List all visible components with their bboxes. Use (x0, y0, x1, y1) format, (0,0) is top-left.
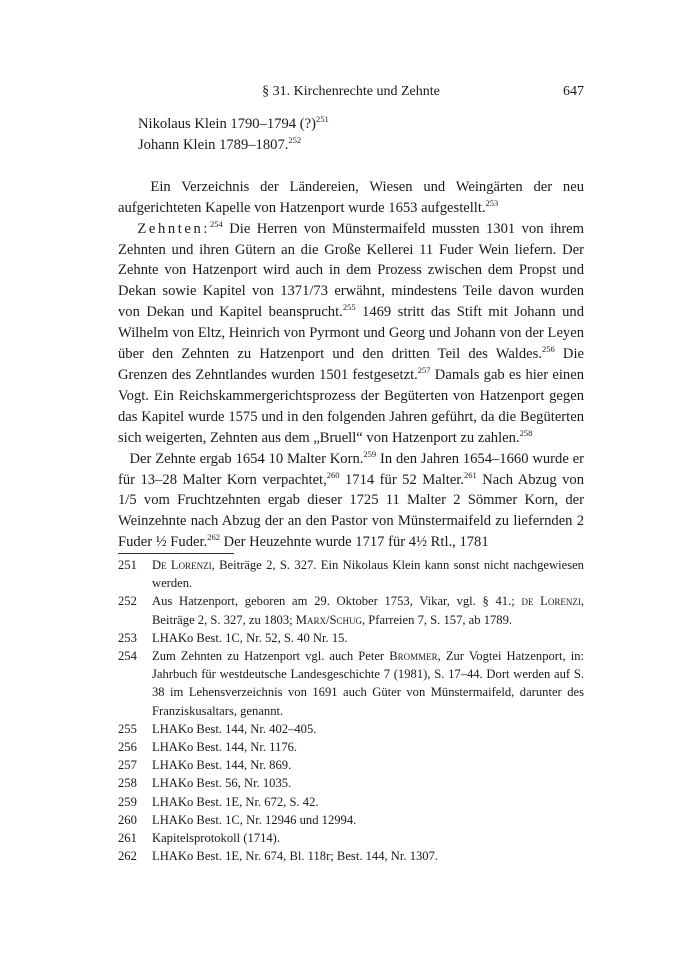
footnotes (118, 556, 584, 865)
footnote-number: 257 (118, 758, 137, 773)
body-text (118, 114, 584, 553)
footnote-rule (118, 553, 234, 554)
footnote-number: 255 (118, 721, 137, 736)
footnote-number: 258 (118, 776, 137, 791)
footnote-ref[interactable]: 257 (417, 364, 431, 375)
footnote: 252 Aus Hatzenport, geboren am 29. Oktober 1753, Vikar, vgl. § 41.; de Lorenzi, Beiträge 2, S. 327, zu 1803; Marx/Schug, Pfarreien 7, S. 157, ab 1789. (118, 594, 584, 627)
running-head (118, 84, 584, 104)
footnote: 258 LHAKo Best. 56, Nr. 1035. (118, 774, 584, 792)
footnote-number: 261 (118, 831, 137, 846)
running-title: § 31. Kirchenrechte und Zehnte (262, 84, 440, 99)
footnote-ref[interactable]: 262 (207, 532, 220, 543)
footnote-number: 252 (118, 594, 137, 609)
footnote: 251 De Lorenzi, Beiträge 2, S. 327. Ein Nikolaus Klein kann sonst nicht nachgewiesen werden. (118, 558, 584, 591)
footnote: 259 LHAKo Best. 1E, Nr. 672, S. 42. (118, 793, 584, 811)
footnote: 262 LHAKo Best. 1E, Nr. 674, Bl. 118r; Best. 144, Nr. 1307. (118, 847, 584, 865)
section-label: Zehnten: (137, 220, 211, 237)
footnote-ref[interactable]: 260 (326, 469, 340, 480)
footnote: 255 LHAKo Best. 144, Nr. 402–405. (118, 720, 584, 738)
footnote: 254 Zum Zehnten zu Hatzenport vgl. auch Peter Brommer, Zur Vogtei Hatzenport, in: Jahrbuch für westdeutsche Landesgeschichte 7 (1981), S. 17–44. Dort werden auf S. 38 im Lehensverzeichnis von 1691 auch Güter von Münstermaifeld, darunter des Franziskusaltars, genannt. (118, 649, 584, 718)
footnote-ref[interactable]: 256 (541, 344, 555, 355)
footnote-number: 260 (118, 812, 137, 827)
footnote-ref[interactable]: 254 (210, 218, 223, 229)
footnote-number: 262 (118, 849, 137, 864)
paragraph: Ein Verzeichnis der Ländereien, Wiesen und Weingärten der neu aufgerichteten Kapelle von Hatzenport wurde 1653 aufgestellt.$^{253}$ (118, 178, 584, 216)
list-item: Nikolaus Klein 1790–1794 (?)$^{251}$ (138, 114, 329, 132)
list-item: Johann Klein 1789–1807.$^{252}$ (138, 134, 302, 153)
footnote-number: 251 (118, 558, 137, 572)
footnote-number: 256 (118, 740, 137, 755)
footnote-ref[interactable]: 259 (363, 448, 377, 459)
footnote: 253 LHAKo Best. 1C, Nr. 52, S. 40 Nr. 15. (118, 629, 584, 647)
footnote-ref[interactable]: 251 (315, 114, 329, 124)
footnote: 260 LHAKo Best. 1C, Nr. 12946 und 12994. (118, 811, 584, 829)
footnote-ref[interactable]: 255 (342, 302, 356, 313)
footnote-ref[interactable]: 261 (464, 469, 477, 480)
footnote: 256 LHAKo Best. 144, Nr. 1176. (118, 738, 584, 756)
footnote-ref[interactable]: 252 (288, 134, 302, 145)
paragraph: Zehnten:$^{254}$ Die Herren von Münstermaifeld mussten 1301 von ihrem Zehnten und ihren Gütern an die Große Kellerei 11 Fuder Wein liefern. Der Zehnte von Hatzenport wird auch in dem Prozess zwischen dem Propst und Dekan sowie Kapitel von 1371/73 erwähnt, mindestens Teile davon wurden von Dekan und Kapitel beansprucht.$^{255}$ 1469 stritt das Stift mit Johann und Wilhelm von Eltz, Heinrich von Pyrmont und Georg und Johann von der Leyen über den Zehnten zu Hatzenport und den dritten Teil des Waldes.$^{256}$ Die Grenzen des Zehntlandes wurden 1501 festgesetzt.$^{257}$ Damals gab es hier einen Vogt. Ein Reichskammergerichtsprozess der Begüterten von Hatzenport gegen das Kapitel wurde 1575 und in den folgenden Jahren geführt, da die Begüterten sich weigerten, Zehnten aus dem „Bruell“ von Hatzenport zu zahlen.$^{258}$ (118, 218, 585, 446)
paragraph: Der Zehnte ergab 1654 10 Malter Korn.$^{259}$ In den Jahren 1654–1660 wurde er für 13–28 Malter Korn verpachtet,$^{260}$ 1714 für 52 Malter.$^{261}$ Nach Abzug von 1/5 vom Fruchtzehnten ergab dieser 1725 11 Malter 2 Sömmer Korn, der Weinzehnte nach Abzug der an den Pastor von Münstermaifeld zu liefernden 2 Fuder ½ Fuder.$^{262}$ Der Heuzehnte wurde 1717 für 4½ Rtl., 1781 (118, 448, 585, 551)
footnote-number: 254 (118, 649, 137, 664)
footnote-ref[interactable]: 253 (485, 197, 499, 208)
footnote: 261 Kapitelsprotokoll (1714). (118, 829, 584, 847)
footnote-number: 253 (118, 630, 137, 645)
footnote-number: 259 (118, 794, 137, 809)
footnote: 257 LHAKo Best. 144, Nr. 869. (118, 756, 584, 774)
page-number: 647 (563, 84, 584, 99)
footnote-ref[interactable]: 258 (519, 427, 533, 438)
